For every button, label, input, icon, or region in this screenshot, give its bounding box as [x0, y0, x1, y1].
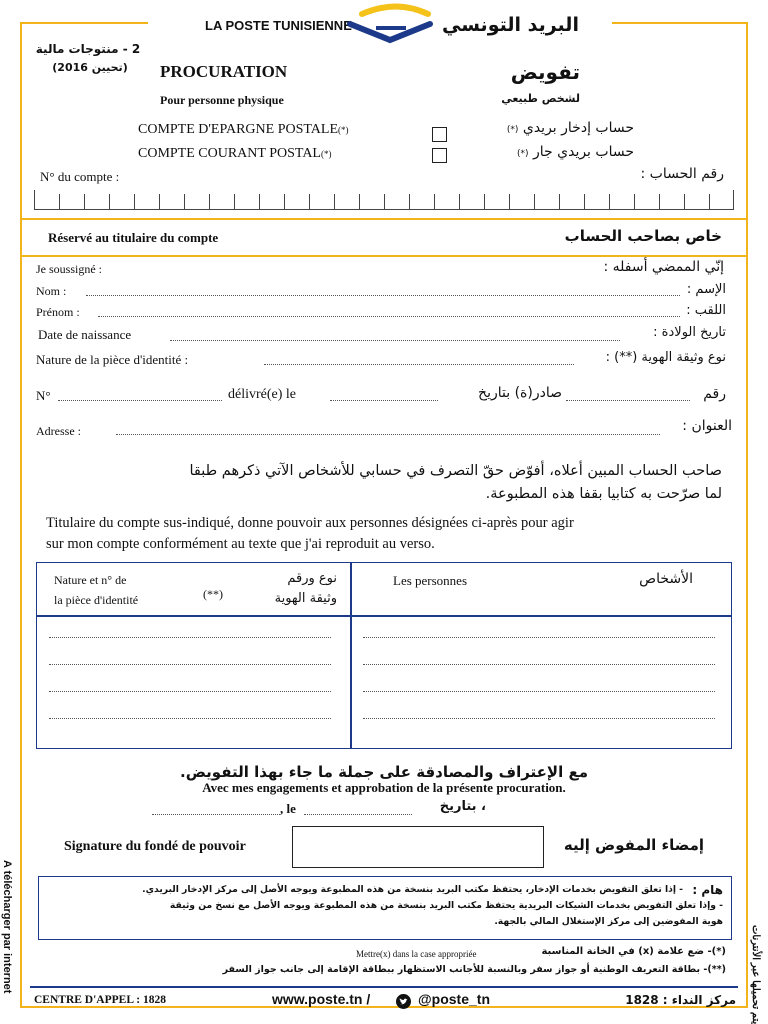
divider-reserved-top	[20, 218, 748, 220]
naissance-label: Date de naissance	[38, 327, 132, 342]
piece-label-ar: نوع وثيقة الهوية (**) :	[605, 350, 726, 365]
epargne-mark-ar: (*)	[506, 125, 519, 135]
declaration-ar-line1: صاحب الحساب المبين أعلاه، أفوّض حقّ التصرف في حسابي للأشخاص الآتي ذكرهم طبقا	[189, 463, 722, 479]
important-notes-box	[38, 876, 732, 940]
brand-fr: LA POSTE TUNISIENNE	[205, 18, 352, 33]
numero-input[interactable]	[58, 400, 222, 401]
col2-header-ar: الأشخاص	[639, 571, 693, 587]
prenom-input[interactable]	[98, 316, 680, 317]
account-number-field[interactable]	[34, 186, 734, 210]
brand-ar: البريد التونسي	[442, 14, 579, 36]
subtitle-fr: Pour personne physique	[160, 93, 284, 107]
twitter-bird-icon	[396, 994, 411, 1009]
adresse-label: Adresse :	[36, 424, 81, 438]
col1-header-fr-line2: la pièce d'identité	[54, 593, 139, 607]
website-link[interactable]: www.poste.tn /	[272, 991, 371, 1007]
piece-label: Nature de la pièce d'identité :	[36, 352, 189, 367]
epargne-text-ar: حساب إدخار بريدي	[522, 120, 634, 136]
title-ar: تفويض	[510, 60, 580, 84]
footnote-mark-fr: Mettre(x) dans la case appropriée	[356, 949, 477, 959]
table-column-divider	[350, 563, 352, 748]
frame-top-right	[612, 22, 748, 24]
naissance-input[interactable]	[170, 340, 620, 341]
courant-mark: (*)	[320, 149, 332, 159]
reserved-title-fr: Réservé au titulaire du compte	[48, 230, 219, 245]
delivre-label-ar: صادر(ة) بتاريخ	[478, 385, 562, 401]
delivre-input[interactable]	[330, 400, 438, 401]
naissance-label-ar: تاريخ الولادة :	[653, 325, 726, 340]
frame-top-left	[20, 22, 148, 24]
declaration-ar-line2: لما صرّحت به كتابيا بقفا هذه المطبوعة.	[485, 486, 722, 502]
frame-left	[20, 22, 22, 1007]
table-row[interactable]	[49, 691, 331, 692]
col2-header-fr: Les personnes	[393, 573, 468, 588]
category-label: 2 - منتوجات مالية	[35, 42, 141, 56]
table-row[interactable]	[363, 637, 715, 638]
subtitle-ar: لشخص طبيعي	[501, 92, 580, 105]
courant-mark-ar: (*)	[517, 149, 529, 159]
date-label-ar: ، بتاريخ	[439, 799, 486, 814]
notes-label: هام :	[692, 883, 723, 897]
courant-label-ar	[464, 144, 634, 160]
reserved-title-ar: خاص بصاحب الحساب	[564, 227, 722, 245]
date-input[interactable]	[304, 814, 412, 815]
declaration-fr-line2: sur mon compte conformément au texte que j'ai reproduit au verso.	[46, 536, 435, 552]
notes-line2: - وإذا تعلق التفويض بخدمات الشيكات البريدية يحتفظ مكتب البريد بنسخة من هذه المطبوعة ويوجه الأصل مع نسخ من وثيقة	[169, 900, 723, 911]
title-fr: PROCURATION	[160, 62, 288, 81]
numero-label: N°	[36, 388, 51, 403]
footer-divider	[30, 986, 738, 988]
nom-input[interactable]	[86, 295, 680, 296]
divider-reserved-bottom	[20, 255, 748, 257]
table-header-divider	[37, 615, 731, 617]
table-row[interactable]	[363, 691, 715, 692]
side-text-right: يتم تحميلها عبر الأنترنات	[750, 924, 761, 1024]
courant-text: COMPTE COURANT POSTAL	[138, 146, 321, 161]
epargne-label-ar	[464, 120, 634, 136]
nom-label-ar: الإسم :	[686, 282, 726, 297]
account-number-label: N° du compte :	[40, 169, 120, 184]
notes-line1: - إذا تعلق التفويض بخدمات الإدخار، يحتفظ مكتب البريد بنسخة من هذه المطبوعة ويوجه الأصل إلى مركز الإدخار البريدي.	[142, 884, 683, 895]
prenom-label-ar: اللقب :	[686, 303, 726, 318]
piece-input[interactable]	[264, 364, 574, 365]
epargne-checkbox[interactable]	[432, 127, 447, 142]
callcenter-fr: CENTRE D'APPEL : 1828	[34, 994, 166, 1006]
le-label: , le	[280, 801, 296, 816]
col1-header-mark: (**)	[203, 587, 223, 601]
table-row[interactable]	[363, 718, 715, 719]
prenom-label: Prénom :	[36, 305, 80, 319]
nom-label: Nom :	[36, 284, 67, 298]
revision-label: (تحيين 2016)	[52, 61, 128, 74]
courant-label	[138, 146, 331, 162]
twitter-handle[interactable]: @poste_tn	[418, 991, 490, 1007]
table-row[interactable]	[49, 664, 331, 665]
epargne-mark: (*)	[338, 125, 349, 135]
footnote-id-ar: (**)- بطاقة التعريف الوطنية أو جواز سفر وبالنسبة للأجانب الاستظهار ببطاقة الإقامة إلى جانب جواز السفر	[222, 964, 726, 975]
epargne-label	[138, 122, 349, 138]
declaration-fr-line1: Titulaire du compte sus-indiqué, donne pouvoir aux personnes désignées ci-après pour agir	[46, 515, 574, 531]
approval-ar: مع الإعتراف والمصادقة على جملة ما جاء بهذا التفويض.	[180, 763, 588, 781]
col1-header-ar-line1: نوع ورقم	[287, 571, 337, 586]
courant-checkbox[interactable]	[432, 148, 447, 163]
adresse-label-ar: العنوان :	[682, 418, 732, 434]
la-poste-envelope-logo-icon	[346, 2, 436, 48]
footnote-mark-ar: (*)- ضع علامة (x) في الخانة المناسبة	[541, 946, 726, 957]
adresse-input[interactable]	[116, 434, 660, 435]
delivre-label: délivré(e) le	[228, 387, 297, 402]
notes-line3: هوية المفوضين إلى مركز الإستغلال المالي بالجهة.	[494, 916, 723, 927]
account-number-label-ar: رقم الحساب :	[640, 166, 724, 182]
table-row[interactable]	[49, 637, 331, 638]
soussigne-label-ar: إنّي الممضي أسفله :	[603, 259, 724, 275]
place-input[interactable]	[152, 814, 280, 815]
numero-ar-input[interactable]	[566, 400, 690, 401]
signature-label-ar: إمضاء المفوض إليه	[563, 836, 704, 854]
approval-fr: Avec mes engagements et approbation de la présente procuration.	[202, 780, 566, 795]
side-text-left: A télécharger par internet	[1, 860, 13, 994]
courant-text-ar: حساب بريدي جار	[533, 144, 634, 160]
soussigne-label: Je soussigné :	[36, 262, 102, 276]
epargne-text: COMPTE D'EPARGNE POSTALE	[138, 122, 339, 137]
signature-box[interactable]	[292, 826, 544, 868]
numero-label-ar: رقم	[703, 386, 726, 402]
col1-header-fr-line1: Nature et n° de	[54, 573, 127, 587]
signature-label-fr: Signature du fondé de pouvoir	[64, 839, 246, 854]
table-row[interactable]	[363, 664, 715, 665]
col1-header-ar-line2: وثيقة الهوية	[274, 591, 337, 606]
frame-right	[746, 22, 748, 1007]
authorized-persons-table	[36, 562, 732, 749]
callcenter-ar: مركز النداء : 1828	[625, 993, 736, 1007]
table-row[interactable]	[49, 718, 331, 719]
